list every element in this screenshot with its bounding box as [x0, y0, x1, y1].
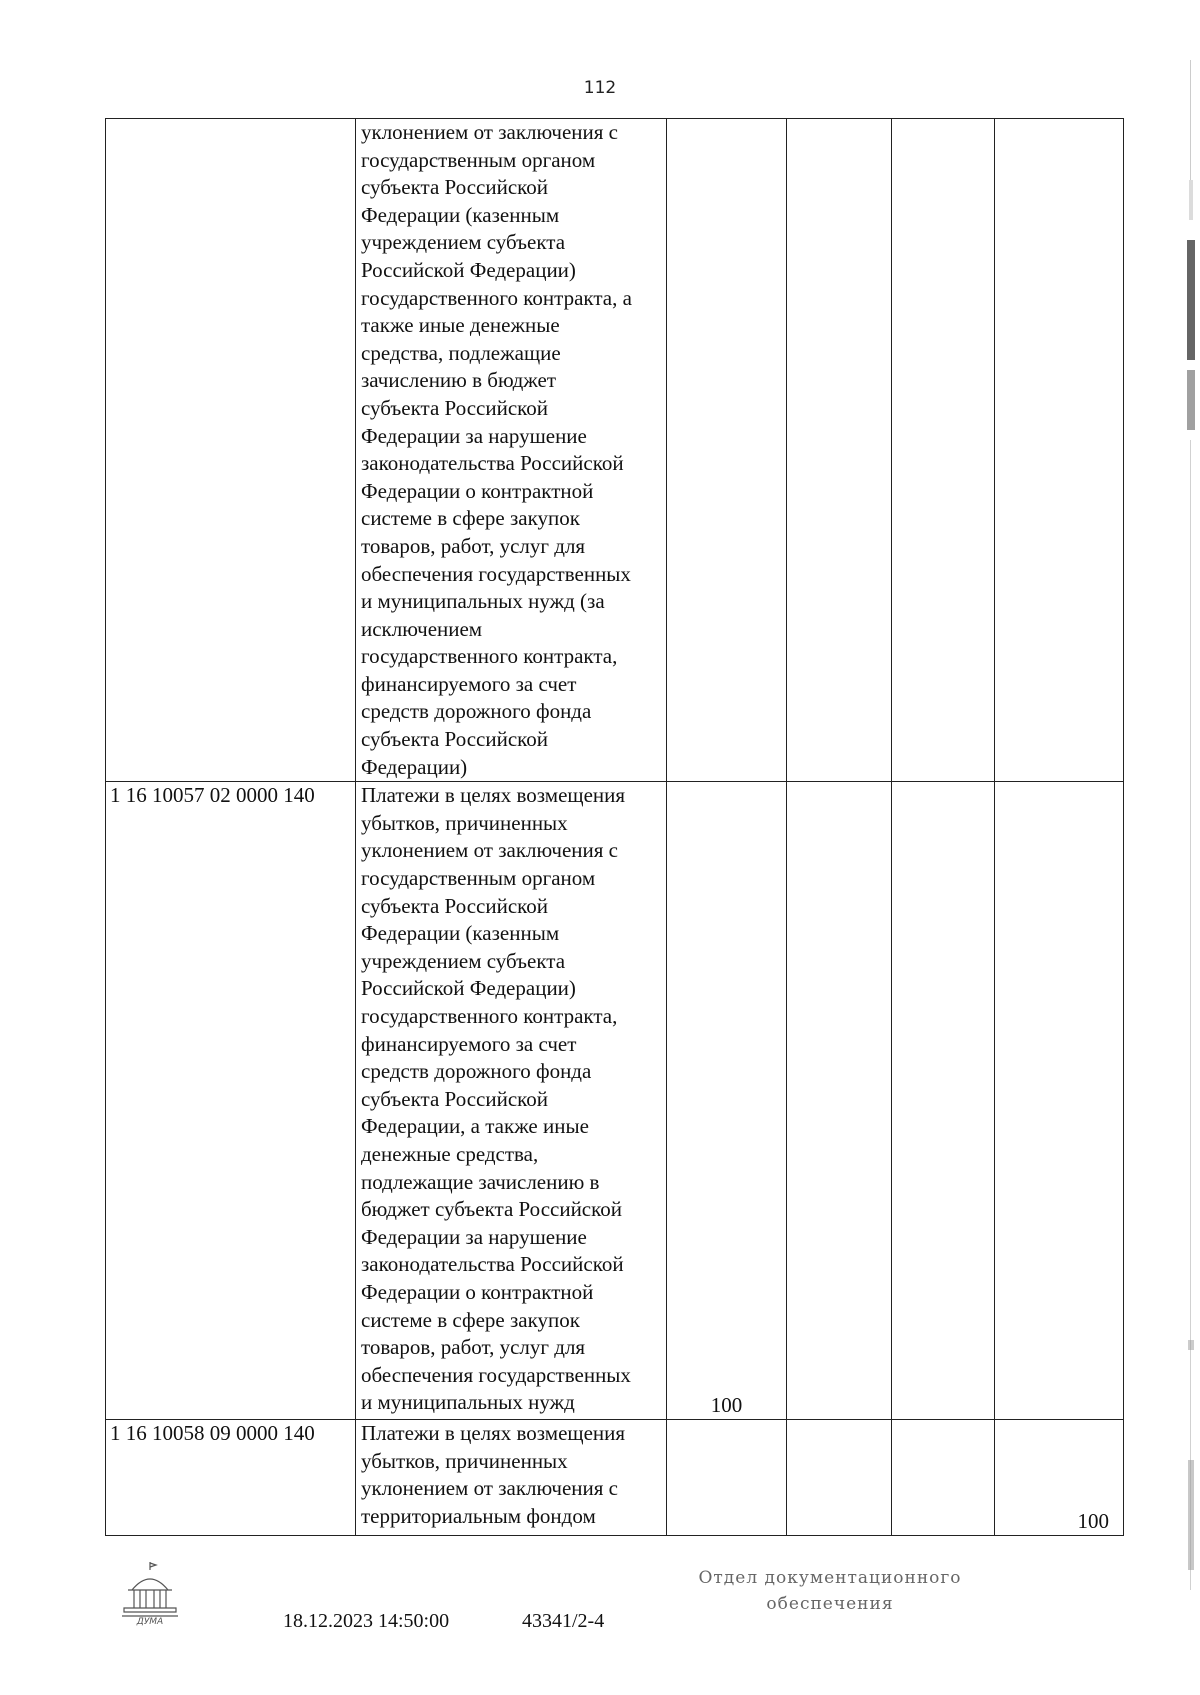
page-number: 112 [583, 78, 617, 98]
row-description [356, 1420, 667, 1536]
text-line: учреждением субъекта [361, 230, 566, 255]
text-line: Федерации (казенным [361, 202, 560, 227]
text-line: товаров, работ, услуг для [361, 1335, 586, 1360]
footer-reg-number: 43341/2-4 [522, 1610, 605, 1632]
text-line: уклонением от заключения с [361, 120, 619, 144]
table-row [106, 119, 1124, 782]
text-line: системе в сфере закупок [361, 506, 580, 531]
text-line: средства, подлежащие [361, 340, 561, 365]
stamp-line: Отдел документационного [698, 1568, 962, 1588]
text-line: обеспечения государственных [361, 1362, 631, 1387]
text-line: бюджет субъекта Российской [361, 1197, 623, 1222]
text-line: и муниципальных нужд [361, 1390, 575, 1415]
text-line: уклонением от заключения с [361, 1476, 619, 1501]
text-line: Федерации о контрактной [361, 478, 594, 503]
text-line: субъекта Российской [361, 175, 549, 200]
text-line: субъекта Российской [361, 395, 549, 420]
text-line: товаров, работ, услуг для [361, 533, 586, 558]
text-line: финансируемого за счет [361, 1031, 577, 1056]
row-code: 1 16 10058 09 0000 140 [106, 1420, 356, 1536]
value-cell [787, 782, 892, 1420]
value-cell [892, 782, 995, 1420]
value: 100 [710, 1392, 743, 1417]
text-line: Федерации о контрактной [361, 1279, 594, 1304]
text-line: Федерации) [361, 754, 468, 779]
value-cell [995, 782, 1124, 1420]
value-cell [787, 1420, 892, 1536]
value: 100 [1077, 1508, 1109, 1533]
row-code [106, 119, 356, 782]
table-row [106, 1420, 1124, 1536]
text-line: и муниципальных нужд (за [361, 589, 605, 614]
table-row [106, 782, 1124, 1420]
value-cell [667, 119, 787, 782]
value-cell [995, 1420, 1124, 1536]
text-line: Российской Федерации) [361, 257, 576, 282]
text-line: субъекта Российской [361, 893, 549, 918]
text-line: государственным органом [361, 147, 596, 172]
text-line: Федерации за нарушение [361, 1224, 587, 1249]
row-description [356, 782, 667, 1420]
value-cell [667, 1420, 787, 1536]
text-line: государственного контракта, а [361, 285, 632, 310]
budget-table [105, 118, 1124, 1536]
text-line: исключением [361, 616, 483, 641]
text-line: средств дорожного фонда [361, 1059, 592, 1084]
text-line: Федерации за нарушение [361, 423, 587, 448]
text-line: убытков, причиненных [361, 810, 568, 835]
text-line: учреждением субъекта [361, 948, 566, 973]
text-line: обеспечения государственных [361, 561, 631, 586]
text-line: Федерации (казенным [361, 921, 560, 946]
text-line: законодательства Российской [361, 1252, 624, 1277]
duma-building-icon [118, 1560, 182, 1626]
scan-margin-artifact [1186, 40, 1196, 1600]
text-line: государственным органом [361, 866, 596, 891]
text-line: зачислению в бюджет [361, 368, 556, 393]
row-description [356, 119, 667, 782]
text-line: денежные средства, [361, 1141, 539, 1166]
value-cell [667, 782, 787, 1420]
text-line: законодательства Российской [361, 451, 624, 476]
footer-datetime: 18.12.2023 14:50:00 [283, 1610, 450, 1632]
value-cell [892, 1420, 995, 1536]
text-line: государственного контракта, [361, 1004, 618, 1028]
department-stamp [680, 1565, 980, 1617]
text-line: Платежи в целях возмещения [361, 1421, 626, 1446]
stamp-line: обеспечения [766, 1594, 894, 1614]
row-code: 1 16 10057 02 0000 140 [106, 782, 356, 1420]
text-line: убытков, причиненных [361, 1448, 568, 1473]
text-line: средств дорожного фонда [361, 699, 592, 724]
text-line: Платежи в целях возмещения [361, 783, 626, 808]
text-line: также иные денежные [361, 313, 560, 338]
value-cell [892, 119, 995, 782]
text-line: Федерации, а также иные [361, 1114, 589, 1139]
text-line: территориальным фондом [361, 1504, 596, 1529]
text-line: системе в сфере закупок [361, 1307, 580, 1332]
text-line: субъекта Российской [361, 727, 549, 752]
value-cell [787, 119, 892, 782]
text-line: субъекта Российской [361, 1086, 549, 1111]
text-line: Российской Федерации) [361, 976, 576, 1001]
text-line: подлежащие зачислению в [361, 1169, 600, 1194]
text-line: финансируемого за счет [361, 671, 577, 696]
value-cell [995, 119, 1124, 782]
text-line: уклонением от заключения с [361, 838, 619, 863]
text-line: государственного контракта, [361, 644, 618, 669]
svg-text:ДУМА: ДУМА [136, 1617, 164, 1626]
